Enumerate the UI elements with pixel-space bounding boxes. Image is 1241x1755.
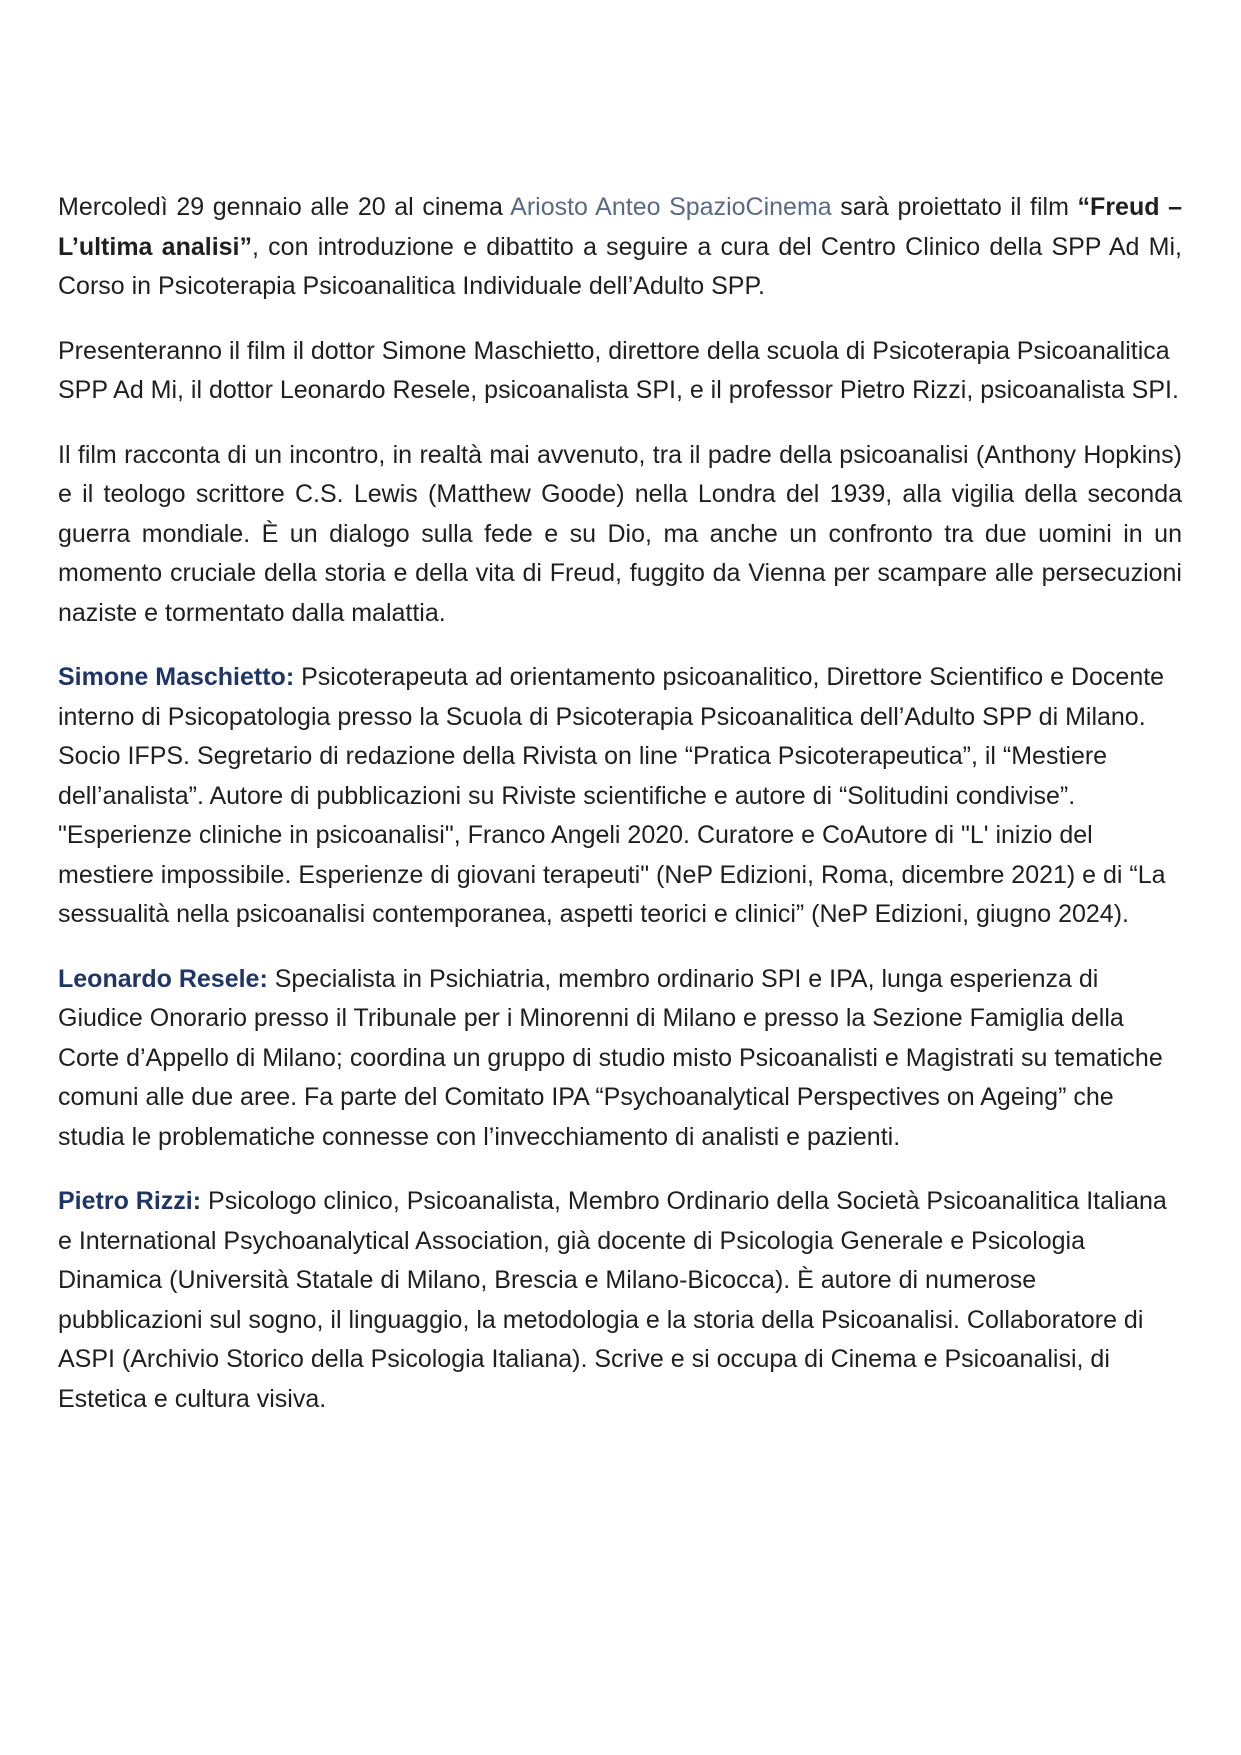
bio-text: Specialista in Psichiatria, membro ordinario SPI e IPA, lunga esperienza di Giudice Onorario presso il Tribunale per i Minorenni di Milano e presso la Sezione Famiglia della Corte d’Appello di Milano; coordina un gruppo di studio misto Psicoanalisti e Magistrati su tematiche comuni alle due aree. Fa parte del Comitato IPA “Psychoanalytical Perspectives on Ageing” che studia le problematiche connesse con l’invecchiamento di analisti e pazienti. [58,964,1163,1151]
film-title: “Freud – L’ultima analisi” [58,193,1182,261]
bio-text: Psicologo clinico, Psicoanalista, Membro Ordinario della Società Psicoanalitica Italiana e International Psychoanalytical Association, già docente di Psicologia Generale e Psicologia Dinamica (Università Statale di Milano, Brescia e Milano-Bicocca). È autore di numerose pubblicazioni sul sogno, il linguaggio, la metodologia e la storia della Psicoanalisi. Collaboratore di ASPI (Archivio Storico della Psicologia Italiana). Scrive e si occupa di Cinema e Psicoanalisi, di Estetica e cultura visiva. [58,1187,1167,1413]
bio-rizzi [58,1182,1182,1419]
intro-paragraph [58,188,1182,307]
intro-text-end: , con introduzione e dibattito a seguire a cura del Centro Clinico della SPP Ad Mi, Corso in Psicoterapia Psicoanalitica Individuale dell’Adulto SPP. [58,232,1182,300]
bio-name: Simone Maschietto: [58,663,295,691]
intro-text-mid: sarà proiettato il film [831,193,1078,221]
intro-text-start: Mercoledì 29 gennaio alle 20 al cinema [58,193,511,221]
bio-name: Pietro Rizzi: [58,1187,202,1215]
bio-resele [58,960,1182,1158]
synopsis-paragraph: Il film racconta di un incontro, in realtà mai avvenuto, tra il padre della psicoanalisi (Anthony Hopkins) e il teologo scrittore C.S. Lewis (Matthew Goode) nella Londra del 1939, alla vigilia della seconda guerra mondiale. È un dialogo sulla fede e su Dio, ma anche un confronto tra due uomini in un momento cruciale della storia e della vita di Freud, fuggito da Vienna per scampare alle persecuzioni naziste e tormentato dalla malattia. [58,440,1182,627]
bio-text: Psicoterapeuta ad orientamento psicoanalitico, Direttore Scientifico e Docente interno di Psicopatologia presso la Scuola di Psicoterapia Psicoanalitica dell’Adulto SPP di Milano. Socio IFPS. Segretario di redazione della Rivista on line “Pratica Psicoterapeutica”, il “Mestiere dell’analista”. Autore di pubblicazioni su Riviste scientifiche e autore di “Solitudini condivise”. "Esperienze cliniche in psicoanalisi", Franco Angeli 2020. Curatore e CoAutore di "L' inizio del mestiere impossibile. Esperienze di giovani terapeuti" (NeP Edizioni, Roma, dicembre 2021) e di “La sessualità nella psicoanalisi contemporanea, aspetti teorici e clinici” (NeP Edizioni, giugno 2024). [58,663,1166,928]
bio-name: Leonardo Resele: [58,964,268,993]
document-body [58,188,1182,1444]
bio-maschietto [58,658,1182,935]
presenters-paragraph: Presenteranno il film il dottor Simone Maschietto, direttore della scuola di Psicoterapia Psicoanalitica SPP Ad Mi, il dottor Leonardo Resele, psicoanalista SPI, e il professor Pietro Rizzi, psicoanalista SPI. [58,336,1179,404]
venue-name: Ariosto Anteo SpazioCinema [510,193,832,221]
